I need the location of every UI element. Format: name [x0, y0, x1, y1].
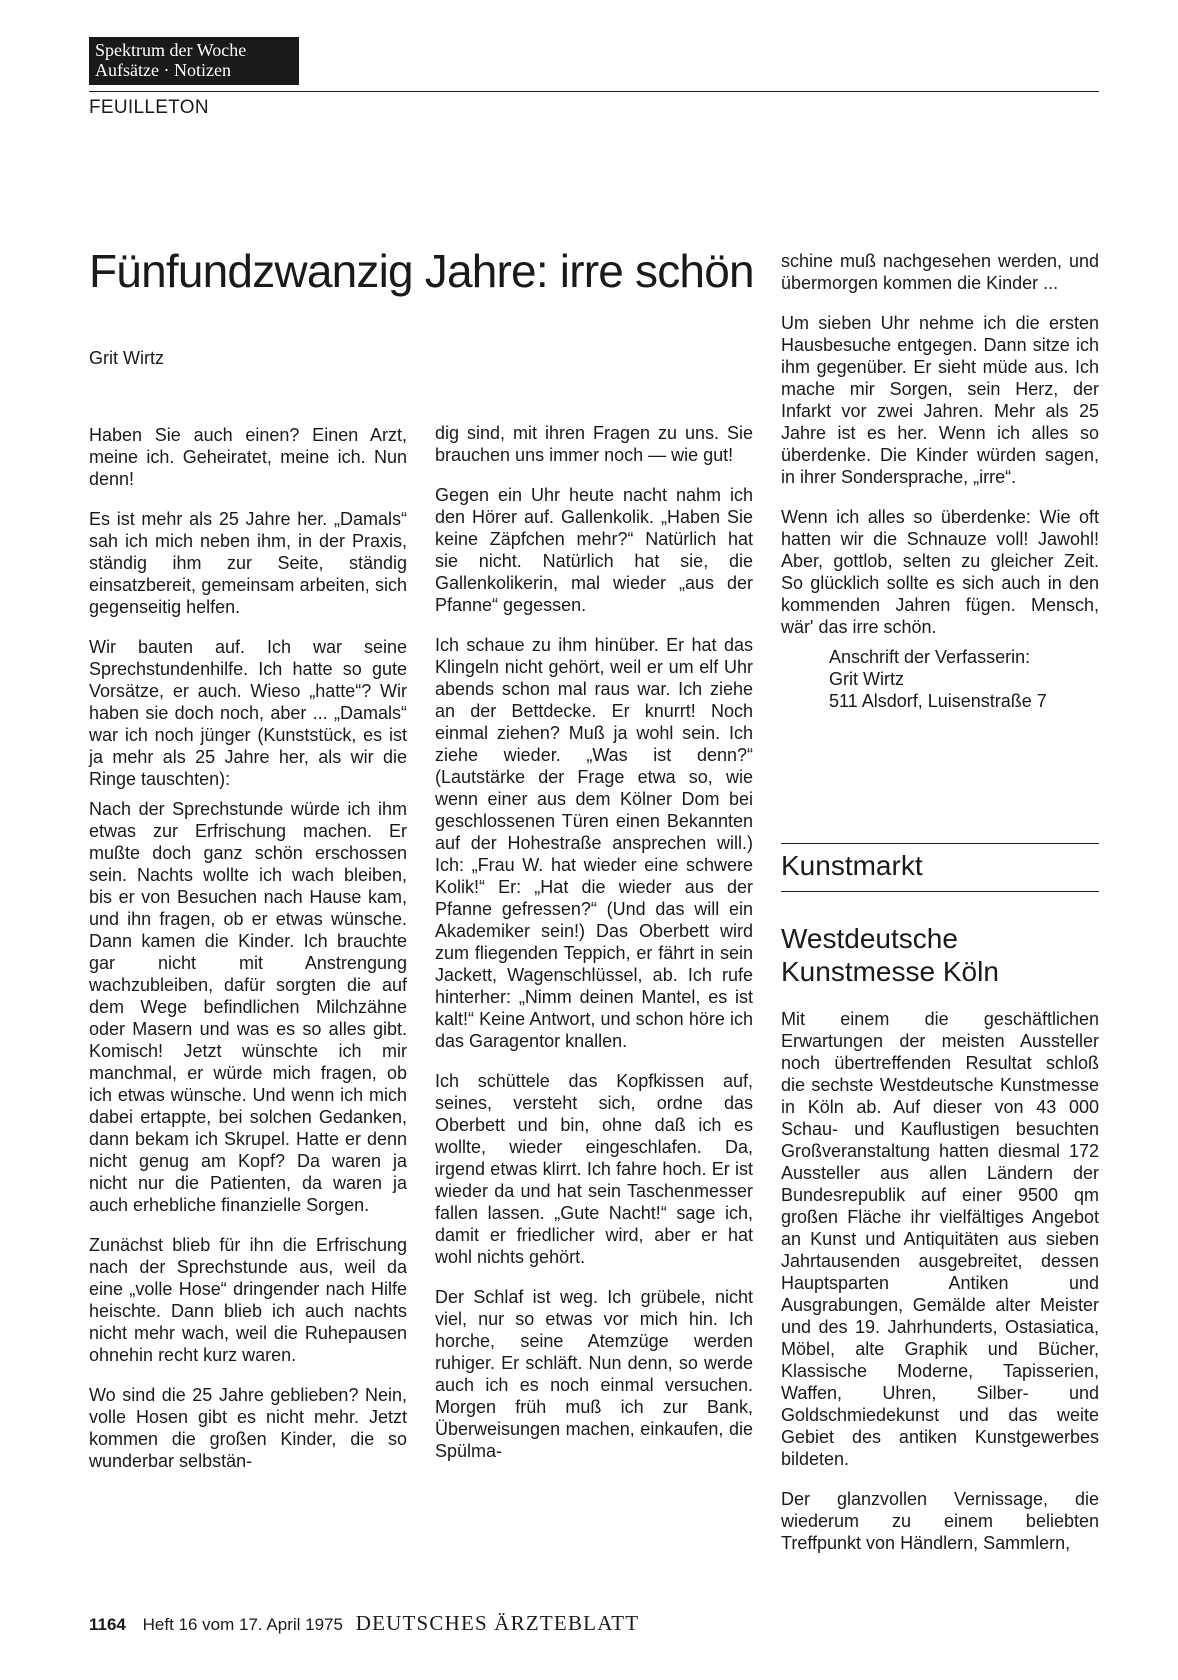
article-author: Grit Wirtz	[89, 348, 164, 368]
article-column-3	[781, 250, 1099, 712]
paragraph: Gegen ein Uhr heute nacht nahm ich den Hörer auf. Gallenkolik. „Haben Sie keine Zäpfchen mehr?“ Natürlich hat sie nicht. Natürlich hat sie, die Gallenkolikerin, mal wieder „aus der Pfanne“ gegessen.	[435, 485, 753, 615]
section-divider	[89, 91, 1099, 92]
paragraph: schine muß nachgesehen werden, und übermorgen kommen die Kinder ...	[781, 251, 1099, 293]
journal-name: DEUTSCHES ÄRZTEBLATT	[355, 1611, 640, 1635]
paragraph: Ich schüttele das Kopfkissen auf, seines, versteht sich, ordne das Oberbett und bin, ohne daß ich es wollte, wieder eingeschlafen. Da, irgend etwas klirrt. Ich fahre hoch. Er ist wieder da und hat sein Taschenmesser fallen lassen. „Gute Nacht!“ sage ich, damit er friedlicher wird, aber er hat wohl nichts gehört.	[435, 1071, 753, 1267]
masthead	[89, 37, 299, 85]
paragraph: Wir bauten auf. Ich war seine Sprechstundenhilfe. Ich hatte so gute Vorsätze, er auch. Wieso „hatte“? Wir haben sie doch noch, aber ... „Damals“ war ich noch jünger (Kunststück, es ist ja mehr als 25 Jahre her, als wir die Ringe tauschten):	[89, 637, 407, 789]
paragraph: Mit einem die geschäftlichen Erwartungen der meisten Aussteller noch übertreffenden Resultat schloß die sechste Westdeutsche Kunstmesse in Köln ab. Auf dieser von 43 000 Schau- und Kauflustigen besuchten Großveranstaltung hatten diesmal 172 Aussteller aus allen Ländern der Bundesrepublik auf einer 9500 qm großen Fläche ihr vielfältiges Angebot an Kunst und Antiquitäten aus sieben Jahrtausenden ausgebreitet, dessen Hauptsparten Antiken und Ausgrabungen, Gemälde alter Meister und des 19. Jahrhunderts, Ostasiatica, Möbel, alte Graphik und Bücher, Klassische Moderne, Tapisserien, Waffen, Uhren, Silber- und Goldschmiedekunst und das weite Gebiet des antiken Kunstgewerbes bildeten.	[781, 1009, 1099, 1469]
article-column-1	[89, 424, 407, 1490]
kunstmarkt-top-rule	[781, 843, 1099, 844]
address-street: 511 Alsdorf, Luisenstraße 7	[829, 691, 1047, 711]
kunstmesse-body	[781, 1008, 1099, 1572]
article-title: Fünfundzwanzig Jahre: irre schön	[89, 245, 754, 297]
article-column-2	[435, 422, 753, 1480]
paragraph: Um sieben Uhr nehme ich die ersten Hausbesuche entgegen. Dann sitze ich ihm gegenüber. Er sieht müde aus. Ich mache mir Sorgen, sein Herz, der Infarkt vor zwei Jahren. Mehr als 25 Jahre ist es her. Wenn ich alles so überdenke. Die Kinder würden sagen, in ihrer Sondersprache, „irre“.	[781, 313, 1099, 487]
paragraph: Haben Sie auch einen? Einen Arzt, meine ich. Geheiratet, meine ich. Nun denn!	[89, 425, 407, 489]
paragraph: Der glanzvollen Vernissage, die wiederum zu einem beliebten Treffpunkt von Händlern, Sammlern,	[781, 1489, 1099, 1553]
paragraph: Nach der Sprechstunde würde ich ihm etwas zur Erfrischung machen. Er mußte doch ganz schön erschossen sein. Nachts wollte ich wach bleiben, bis er von Besuchen nach Hause kam, und ihn fragen, ob er etwas wünsche. Dann kamen die Kinder. Ich brauchte gar nicht mit Anstrengung wachzubleiben, dafür sorgten die auf dem Wege befindlichen Milchzähne oder Masern und was es so alles gibt. Komisch! Jetzt wünschte ich mir manchmal, er würde mich fragen, ob ich etwas wünsche. Und wenn ich mich dabei ertappte, bei solchen Gedanken, dann bekam ich Skrupel. Hatte er denn nicht genug am Kopf? Da waren ja nicht nur die Patienten, da waren ja auch erhebliche finanzielle Sorgen.	[89, 799, 407, 1215]
section-label: FEUILLETON	[89, 97, 209, 118]
paragraph: Zunächst blieb für ihn die Erfrischung nach der Sprechstunde aus, weil da eine „volle Hose“ dringender nach Hilfe heischte. Dann blieb ich auch nachts nicht mehr wach, weil die Ruhepausen ohnehin recht kurz waren.	[89, 1235, 407, 1365]
kunstmesse-title-line-1: Westdeutsche	[781, 923, 958, 954]
address-label: Anschrift der Verfasserin:	[829, 647, 1031, 667]
page-number: 1164	[89, 1615, 126, 1634]
issue-info: Heft 16 vom 17. April 1975	[142, 1615, 343, 1634]
paragraph: Wo sind die 25 Jahre geblieben? Nein, volle Hosen gibt es nicht mehr. Jetzt kommen die großen Kinder, die so wunderbar selbstän-	[89, 1385, 407, 1471]
kunstmesse-title	[781, 922, 999, 988]
kunstmesse-title-line-2: Kunstmesse Köln	[781, 956, 999, 987]
masthead-line-1: Spektrum der Woche	[95, 40, 247, 60]
paragraph: Wenn ich alles so überdenke: Wie oft hatten wir die Schnauze voll! Jawohl! Aber, gottlob, selten zu gleicher Zeit. So glücklich sollte es sich auch in den kommenden Jahren fügen. Mensch, wär' das irre schön.	[781, 507, 1099, 637]
author-address	[829, 646, 1099, 712]
paragraph: dig sind, mit ihren Fragen zu uns. Sie brauchen uns immer noch — wie gut!	[435, 423, 753, 465]
kunstmarkt-heading: Kunstmarkt	[781, 850, 923, 881]
paragraph: Ich schaue zu ihm hinüber. Er hat das Klingeln nicht gehört, weil er um elf Uhr abends schon mal raus war. Ich ziehe an der Bettdecke. Er knurrt! Noch einmal ziehen? Muß ja wohl sein. Ich ziehe wieder. „Was ist denn?“ (Lautstärke der Frage etwa so, wie wenn einer aus dem Kölner Dom bei geschlossenen Türen einen Bekannten auf der Hohestraße ansprechen will.) Ich: „Frau W. hat wieder eine schwere Kolik!“ Er: „Hat die wieder aus der Pfanne gefressen?“ (Und das will ein Akademiker sein!) Das Oberbett wird zum fliegenden Teppich, er fährt in sein Jackett, Wagenschlüssel, ab. Ich rufe hinterher: „Nimm deinen Mantel, es ist kalt!“ Keine Antwort, und schon höre ich das Garagentor knallen.	[435, 635, 753, 1051]
kunstmarkt-bottom-rule	[781, 891, 1099, 892]
masthead-line-2: Aufsätze · Notizen	[95, 60, 231, 80]
page-footer	[89, 1611, 639, 1636]
paragraph: Es ist mehr als 25 Jahre her. „Damals“ sah ich mich neben ihm, in der Praxis, ständig ihm zur Seite, ständig einsatzbereit, gemeinsam arbeiten, sich gegenseitig helfen.	[89, 509, 407, 617]
address-name: Grit Wirtz	[829, 669, 904, 689]
paragraph: Der Schlaf ist weg. Ich grübele, nicht viel, nur so etwas vor mich hin. Ich horche, seine Atemzüge werden ruhiger. Er schläft. Nun denn, so werde auch ich es noch einmal versuchen. Morgen früh muß ich zur Bank, Überweisungen machen, einkaufen, die Spülma-	[435, 1287, 753, 1461]
